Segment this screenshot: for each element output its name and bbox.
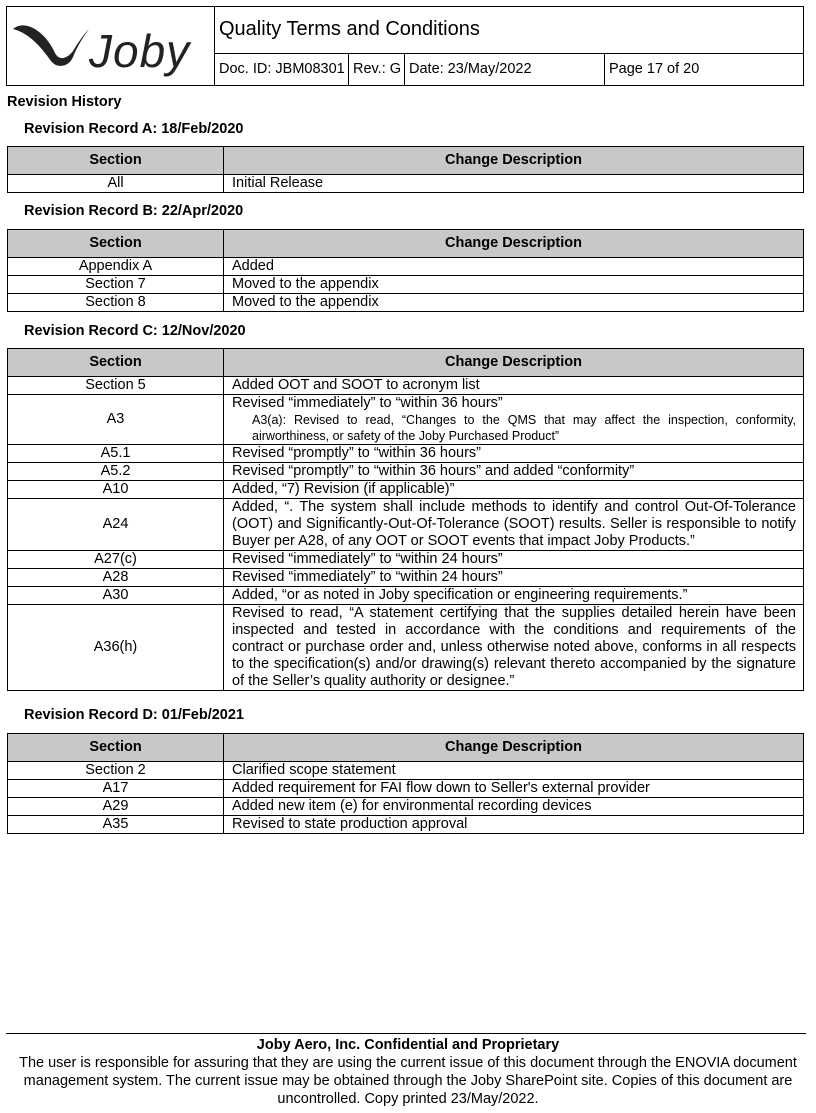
section-column-header: Section (8, 349, 224, 377)
section-column-header: Section (8, 230, 224, 258)
table-row (8, 780, 804, 798)
record-title: Revision Record D: 01/Feb/2021 (24, 707, 244, 723)
table-row (8, 499, 804, 551)
table-header-row (8, 349, 804, 377)
table-row (8, 175, 804, 193)
change-cell: Revised “promptly” to “within 36 hours” and added “conformity” (224, 463, 804, 481)
revision-history-heading: Revision History (7, 94, 122, 110)
change-cell: Revised “immediately” to “within 24 hours” (224, 569, 804, 587)
doc-date: Date: 23/May/2022 (405, 53, 605, 85)
table-row (8, 395, 804, 445)
table-header-row (8, 147, 804, 175)
revision-table-a (7, 146, 804, 193)
change-cell: Added new item (e) for environmental recording devices (224, 798, 804, 816)
change-cell: Added, “. The system shall include methods to identify and control Out-Of-Tolerance (OOT) and Significantly-Out-Of-Tolerance (SOOT) results. Seller is responsible to notify Buyer per A28, of any OOT or SOOT events that impact Joby Products.” (224, 499, 804, 551)
record-title: Revision Record A: 18/Feb/2020 (24, 121, 244, 137)
change-cell (224, 395, 804, 445)
change-column-header: Change Description (224, 349, 804, 377)
table-row (8, 276, 804, 294)
change-cell: Revised to state production approval (224, 816, 804, 834)
revision-table-c (7, 348, 804, 691)
change-column-header: Change Description (224, 734, 804, 762)
revision-table-b (7, 229, 804, 312)
table-row (8, 762, 804, 780)
table-row (8, 294, 804, 312)
record-title: Revision Record C: 12/Nov/2020 (24, 323, 246, 339)
section-cell: A3 (8, 395, 224, 445)
table-row (8, 481, 804, 499)
table-row (8, 445, 804, 463)
document-title: Quality Terms and Conditions (215, 7, 804, 54)
footer-divider (6, 1033, 806, 1034)
table-row (8, 463, 804, 481)
change-text: Revised “immediately” to “within 36 hours” (232, 395, 503, 411)
change-cell: Revised to read, “A statement certifying that the supplies detailed herein have been inspected and tested in accordance with the conditions and requirements of the contract or purchase order and, unless otherwise noted above, conforms in all respects to the specification(s) and/or drawing(s) relevant thereto accompanied by the signature of the Seller’s quality authority or designee.” (224, 605, 804, 691)
table-row (8, 605, 804, 691)
svg-text:Joby: Joby (89, 25, 191, 77)
change-cell: Revised “immediately” to “within 24 hours” (224, 551, 804, 569)
change-column-header: Change Description (224, 147, 804, 175)
joby-logo (7, 7, 214, 81)
section-cell: A17 (8, 780, 224, 798)
change-cell: Added OOT and SOOT to acronym list (224, 377, 804, 395)
table-row (8, 551, 804, 569)
revision-table-d (7, 733, 804, 834)
change-subtext: A3(a): Revised to read, “Changes to the QMS that may affect the inspection, conformity, airworthiness, or safety of the Joby Purchased Product” (252, 413, 796, 443)
page-footer (0, 1036, 816, 1108)
change-cell: Initial Release (224, 175, 804, 193)
change-cell: Moved to the appendix (224, 276, 804, 294)
change-cell: Clarified scope statement (224, 762, 804, 780)
table-row (8, 377, 804, 395)
section-cell: Section 5 (8, 377, 224, 395)
section-cell: All (8, 175, 224, 193)
section-cell: Section 8 (8, 294, 224, 312)
table-row (8, 816, 804, 834)
change-cell: Added requirement for FAI flow down to Seller's external provider (224, 780, 804, 798)
section-column-header: Section (8, 147, 224, 175)
document-header (6, 6, 804, 86)
section-cell: A35 (8, 816, 224, 834)
table-header-row (8, 230, 804, 258)
change-cell: Added, “7) Revision (if applicable)” (224, 481, 804, 499)
change-cell: Revised “promptly” to “within 36 hours” (224, 445, 804, 463)
table-row (8, 569, 804, 587)
change-cell: Added (224, 258, 804, 276)
confidential-notice: Joby Aero, Inc. Confidential and Proprietary (256, 1037, 560, 1053)
table-header-row (8, 734, 804, 762)
section-cell: Section 2 (8, 762, 224, 780)
section-cell: A10 (8, 481, 224, 499)
document-control-notice: The user is responsible for assuring that they are using the current issue of this document through the ENOVIA document management system. The current issue may be obtained through the Joby SharePoint site. Copies of this document are uncontrolled. Copy printed 23/May/2022. (19, 1055, 797, 1107)
section-cell: A36(h) (8, 605, 224, 691)
logo-cell (7, 7, 215, 86)
change-column-header: Change Description (224, 230, 804, 258)
table-row (8, 258, 804, 276)
section-cell: A5.2 (8, 463, 224, 481)
section-cell: A28 (8, 569, 224, 587)
record-title: Revision Record B: 22/Apr/2020 (24, 203, 244, 219)
change-cell: Added, “or as noted in Joby specification or engineering requirements.” (224, 587, 804, 605)
section-cell: A30 (8, 587, 224, 605)
change-cell: Moved to the appendix (224, 294, 804, 312)
section-column-header: Section (8, 734, 224, 762)
revision: Rev.: G (349, 53, 405, 85)
doc-id: Doc. ID: JBM08301 (215, 53, 349, 85)
section-cell: Appendix A (8, 258, 224, 276)
table-row (8, 798, 804, 816)
page-number: Page 17 of 20 (605, 53, 804, 85)
section-cell: A24 (8, 499, 224, 551)
section-cell: A27(c) (8, 551, 224, 569)
section-cell: Section 7 (8, 276, 224, 294)
section-cell: A29 (8, 798, 224, 816)
table-row (8, 587, 804, 605)
section-cell: A5.1 (8, 445, 224, 463)
